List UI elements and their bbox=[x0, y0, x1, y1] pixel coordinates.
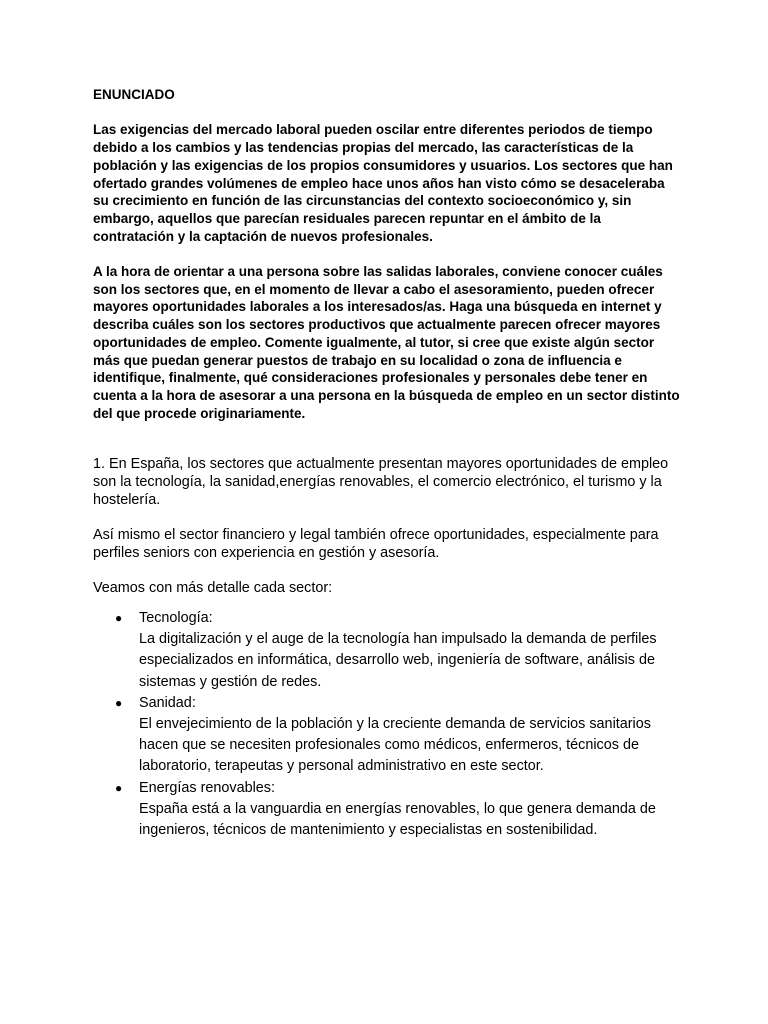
answer-paragraph-1: 1. En España, los sectores que actualmente presentan mayores oportunidades de empleo son la tecnología, la sanidad,energías renovables, el comercio electrónico, el turismo y la hostelería. bbox=[93, 456, 669, 508]
bullet-icon: ● bbox=[115, 780, 123, 795]
document-page bbox=[93, 86, 683, 841]
sector-title: Tecnología: bbox=[139, 609, 213, 626]
sector-list bbox=[93, 608, 683, 841]
answer-paragraph-3: Veamos con más detalle cada sector: bbox=[93, 580, 333, 597]
sector-description: España está a la vanguardia en energías renovables, lo que genera demanda de ingenieros, técnicos de mantenimiento y especialistas en sostenibilidad. bbox=[139, 800, 656, 838]
list-item-technology bbox=[93, 608, 683, 693]
sector-title: Sanidad: bbox=[139, 694, 196, 711]
answer-paragraph-2: Así mismo el sector financiero y legal también ofrece oportunidades, especialmente para perfiles seniors con experiencia en gestión y asesoría. bbox=[93, 527, 659, 561]
list-item-health bbox=[93, 693, 683, 778]
answer-section bbox=[93, 456, 683, 841]
list-item-renewable-energy bbox=[93, 778, 683, 842]
sector-title: Energías renovables: bbox=[139, 779, 275, 796]
sector-description: El envejecimiento de la población y la creciente demanda de servicios sanitarios hacen que se necesiten profesionales como médicos, enfermeros, técnicos de laboratorio, terapeutas y personal administrativo en este sector. bbox=[139, 715, 651, 775]
statement-paragraph-1: Las exigencias del mercado laboral pueden oscilar entre diferentes periodos de tiempo debido a los cambios y las tendencias propias del mercado, las características de la población y las exigencias de los propios consumidores y usuarios. Los sectores que han ofertado grandes volúmenes de empleo hace unos años han visto cómo se desaceleraba su crecimiento en función de las circunstancias del contexto socioeconómico y, sin embargo, aquellos que parecían residuales parecen repuntar en el ámbito de la contratación y la captación de nuevos profesionales. bbox=[93, 122, 673, 244]
statement-paragraph-2: A la hora de orientar a una persona sobre las salidas laborales, conviene conocer cuáles son los sectores que, en el momento de llevar a cabo el asesoramiento, pueden ofrecer mayores oportunidades laborales a los interesados/as. Haga una búsqueda en internet y describa cuáles son los sectores productivos que actualmente parecen ofrecer mayores oportunidades de empleo. Comente igualmente, al tutor, si cree que existe algún sector más que puedan generar puestos de trabajo en su localidad o zona de influencia e identifique, finalmente, qué consideraciones profesionales y personales debe tener en cuenta a la hora de asesorar a una persona en la búsqueda de empleo en un sector distinto del que procede originariamente. bbox=[93, 264, 680, 421]
sector-description: La digitalización y el auge de la tecnología han impulsado la demanda de perfiles especializados en informática, desarrollo web, ingeniería de software, análisis de sistemas y gestión de redes. bbox=[139, 631, 657, 690]
document-heading: ENUNCIADO bbox=[93, 87, 175, 102]
bullet-icon: ● bbox=[115, 695, 123, 710]
bullet-icon: ● bbox=[115, 610, 123, 625]
